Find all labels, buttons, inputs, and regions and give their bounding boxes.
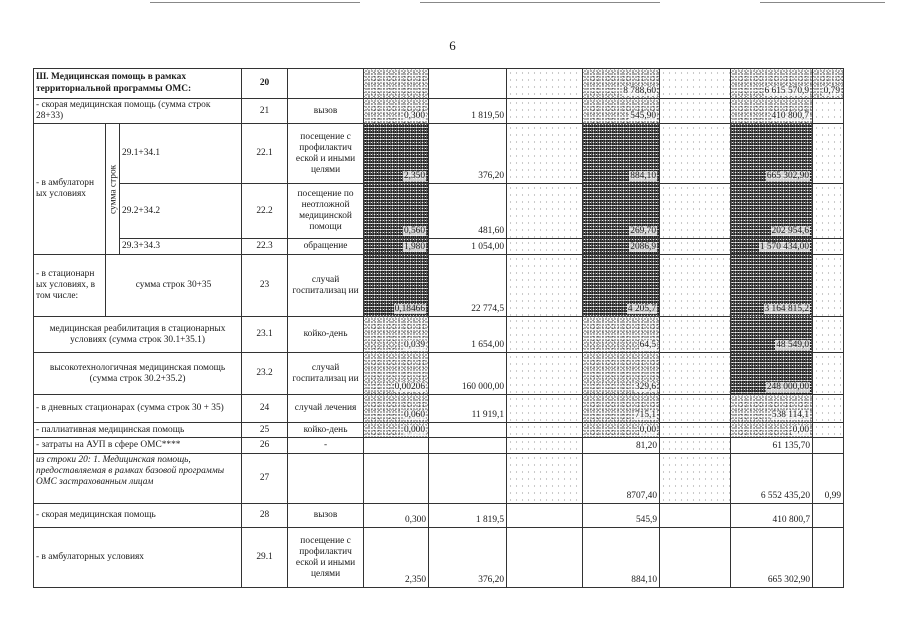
total-cell: 410 800,7: [731, 99, 813, 124]
volume-cell: 2,350: [364, 124, 429, 184]
cost-cell: 11 919,1: [429, 395, 507, 423]
top-rule-right: [420, 2, 660, 3]
cost-cell: [429, 454, 507, 504]
group-label: сумма строк: [106, 124, 120, 255]
volume-cell: 0,060: [364, 395, 429, 423]
blank-cell: [660, 184, 731, 239]
top-rule-left: [150, 2, 360, 3]
unit-cell: случай лечения: [288, 395, 364, 423]
total-cell: 202 954,6: [731, 184, 813, 239]
row-label: медицинская реабилитация в стационарных условиях (сумма строк 30.1+35.1): [34, 317, 242, 353]
total-cell: 248 000,00: [731, 353, 813, 395]
row-label: - в стационарн ых условиях, в том числе:: [34, 255, 106, 317]
unit-cell: вызов: [288, 504, 364, 528]
row-number: 24: [242, 395, 288, 423]
row-label: - в амбулаторн ых условиях: [34, 124, 106, 255]
blank-cell: [660, 255, 731, 317]
row-label: - скорая медицинская помощь (сумма строк 28+33): [34, 99, 242, 124]
blank-cell: [660, 99, 731, 124]
blank-cell: [813, 353, 844, 395]
total-cell: 3 164 815,2: [731, 255, 813, 317]
table-row: [34, 438, 844, 454]
per-capita-cell: 64,5: [583, 317, 660, 353]
sub-label: 29.2+34.2: [120, 184, 242, 239]
blank-cell: [507, 395, 583, 423]
total-cell: 665 302,90: [731, 528, 813, 588]
row-label: - в амбулаторных условиях: [34, 528, 242, 588]
blank-cell: [507, 504, 583, 528]
cost-cell: [429, 438, 507, 454]
row-label: - скорая медицинская помощь: [34, 504, 242, 528]
table-row: [34, 423, 844, 438]
row-number: 23.1: [242, 317, 288, 353]
blank-cell: [507, 99, 583, 124]
total-cell: 6 615 570,9: [731, 69, 813, 99]
unit-cell: койко-день: [288, 317, 364, 353]
cost-cell: 481,60: [429, 184, 507, 239]
cost-cell: 160 000,00: [429, 353, 507, 395]
blank-cell: [813, 239, 844, 255]
blank-cell: [813, 184, 844, 239]
volume-cell: 0,18466: [364, 255, 429, 317]
unit-cell: посещение с профилактич еской и иными целями: [288, 528, 364, 588]
blank-cell: [660, 423, 731, 438]
cost-cell: 1 819,50: [429, 99, 507, 124]
unit-cell: вызов: [288, 99, 364, 124]
unit-cell: -: [288, 438, 364, 454]
blank-cell: [507, 239, 583, 255]
row-number: 22.3: [242, 239, 288, 255]
row-label: высокотехнологичная медицинская помощь (сумма строк 30.2+35.2): [34, 353, 242, 395]
unit-cell: койко-день: [288, 423, 364, 438]
blank-cell: [660, 438, 731, 454]
volume-cell: 0,300: [364, 99, 429, 124]
blank-cell: [507, 184, 583, 239]
volume-cell: 0,039: [364, 317, 429, 353]
total-cell: 0,00: [731, 423, 813, 438]
per-capita-cell: 884,10: [583, 124, 660, 184]
row-number: 27: [242, 454, 288, 504]
row-label: из строки 20: 1. Медицинская помощь, предоставляемая в рамках базовой программы ОМС застрахованным лицам: [34, 454, 242, 504]
page-number: 6: [449, 38, 456, 53]
row-number: 23.2: [242, 353, 288, 395]
row-number: 26: [242, 438, 288, 454]
cost-cell: 376,20: [429, 528, 507, 588]
table-row: [34, 395, 844, 423]
table-row: [34, 528, 844, 588]
row-label: - затраты на АУП в сфере ОМС****: [34, 438, 242, 454]
blank-cell: [660, 504, 731, 528]
table-row: [34, 454, 844, 504]
per-capita-cell: 81,20: [583, 438, 660, 454]
cost-cell: 22 774,5: [429, 255, 507, 317]
per-capita-cell: 8707,40: [583, 454, 660, 504]
unit-cell: случай госпитализац ии: [288, 353, 364, 395]
blank-cell: [507, 528, 583, 588]
row-number: 23: [242, 255, 288, 317]
sub-label: 29.1+34.1: [120, 124, 242, 184]
unit-cell: [288, 454, 364, 504]
share-cell: 0,99: [813, 454, 844, 504]
blank-cell: [813, 438, 844, 454]
blank-cell: [813, 317, 844, 353]
row-label: - в дневных стационарах (сумма строк 30 + 35): [34, 395, 242, 423]
unit-cell: [288, 69, 364, 99]
blank-cell: [660, 317, 731, 353]
blank-cell: [660, 239, 731, 255]
total-cell: 665 302,90: [731, 124, 813, 184]
cost-cell: 1 819,5: [429, 504, 507, 528]
row-number: 29.1: [242, 528, 288, 588]
cost-cell: 376,20: [429, 124, 507, 184]
table-row: [34, 353, 844, 395]
per-capita-cell: 4 205,7: [583, 255, 660, 317]
volume-cell: [364, 69, 429, 99]
blank-cell: [813, 423, 844, 438]
volume-cell: [364, 454, 429, 504]
blank-cell: [507, 317, 583, 353]
row-number: 21: [242, 99, 288, 124]
total-cell: 6 552 435,20: [731, 454, 813, 504]
row-label: Ш. Медицинская помощь в рамках территориальной программы ОМС:: [34, 69, 242, 99]
table-row: [34, 317, 844, 353]
top-rule-far-right: [760, 2, 885, 3]
unit-cell: посещение по неотложной медицинской помощи: [288, 184, 364, 239]
share-cell: 0,79: [813, 69, 844, 99]
cost-cell: [429, 423, 507, 438]
volume-cell: 0,300: [364, 504, 429, 528]
per-capita-cell: 329,6: [583, 353, 660, 395]
blank-cell: [660, 454, 731, 504]
row-number: 22.1: [242, 124, 288, 184]
per-capita-cell: 884,10: [583, 528, 660, 588]
blank-cell: [813, 528, 844, 588]
unit-cell: случай госпитализац ии: [288, 255, 364, 317]
table-row: [34, 239, 844, 255]
blank-cell: [507, 353, 583, 395]
blank-cell: [507, 454, 583, 504]
table-row: [34, 99, 844, 124]
total-cell: 1 570 434,00: [731, 239, 813, 255]
row-number: 25: [242, 423, 288, 438]
blank-cell: [660, 69, 731, 99]
unit-cell: обращение: [288, 239, 364, 255]
blank-cell: [813, 395, 844, 423]
row-number: 22.2: [242, 184, 288, 239]
per-capita-cell: 2086,9: [583, 239, 660, 255]
per-capita-cell: 269,70: [583, 184, 660, 239]
cost-cell: [429, 69, 507, 99]
table-row: [34, 184, 844, 239]
blank-cell: [507, 69, 583, 99]
unit-cell: посещение с профилактич еской и иными целями: [288, 124, 364, 184]
row-number: 28: [242, 504, 288, 528]
row-number: 20: [242, 69, 288, 99]
total-cell: 538 114,1: [731, 395, 813, 423]
blank-cell: [507, 438, 583, 454]
volume-cell: 1,980: [364, 239, 429, 255]
volume-cell: 2,350: [364, 528, 429, 588]
blank-cell: [660, 353, 731, 395]
volume-cell: 0,560: [364, 184, 429, 239]
volume-cell: 0,000: [364, 423, 429, 438]
total-cell: 410 800,7: [731, 504, 813, 528]
blank-cell: [813, 124, 844, 184]
blank-cell: [813, 504, 844, 528]
blank-cell: [813, 255, 844, 317]
cost-cell: 1 054,00: [429, 239, 507, 255]
blank-cell: [813, 99, 844, 124]
total-cell: 48 549,0: [731, 317, 813, 353]
blank-cell: [660, 528, 731, 588]
volume-cell: [364, 438, 429, 454]
per-capita-cell: 0,00: [583, 423, 660, 438]
cost-cell: 1 654,00: [429, 317, 507, 353]
table-row: [34, 124, 844, 184]
blank-cell: [507, 255, 583, 317]
table-row: [34, 69, 844, 99]
blank-cell: [507, 423, 583, 438]
budget-table: [33, 68, 844, 588]
table-row: [34, 504, 844, 528]
sub-label: сумма строк 30+35: [106, 255, 242, 317]
per-capita-cell: 545,9: [583, 504, 660, 528]
per-capita-cell: 8 788,60: [583, 69, 660, 99]
blank-cell: [507, 124, 583, 184]
blank-cell: [660, 395, 731, 423]
volume-cell: 0,00206: [364, 353, 429, 395]
per-capita-cell: 715,1: [583, 395, 660, 423]
sub-label: 29.3+34.3: [120, 239, 242, 255]
table-row: [34, 255, 844, 317]
total-cell: 61 135,70: [731, 438, 813, 454]
per-capita-cell: 545,90: [583, 99, 660, 124]
blank-cell: [660, 124, 731, 184]
row-label: - паллиативная медицинская помощь: [34, 423, 242, 438]
